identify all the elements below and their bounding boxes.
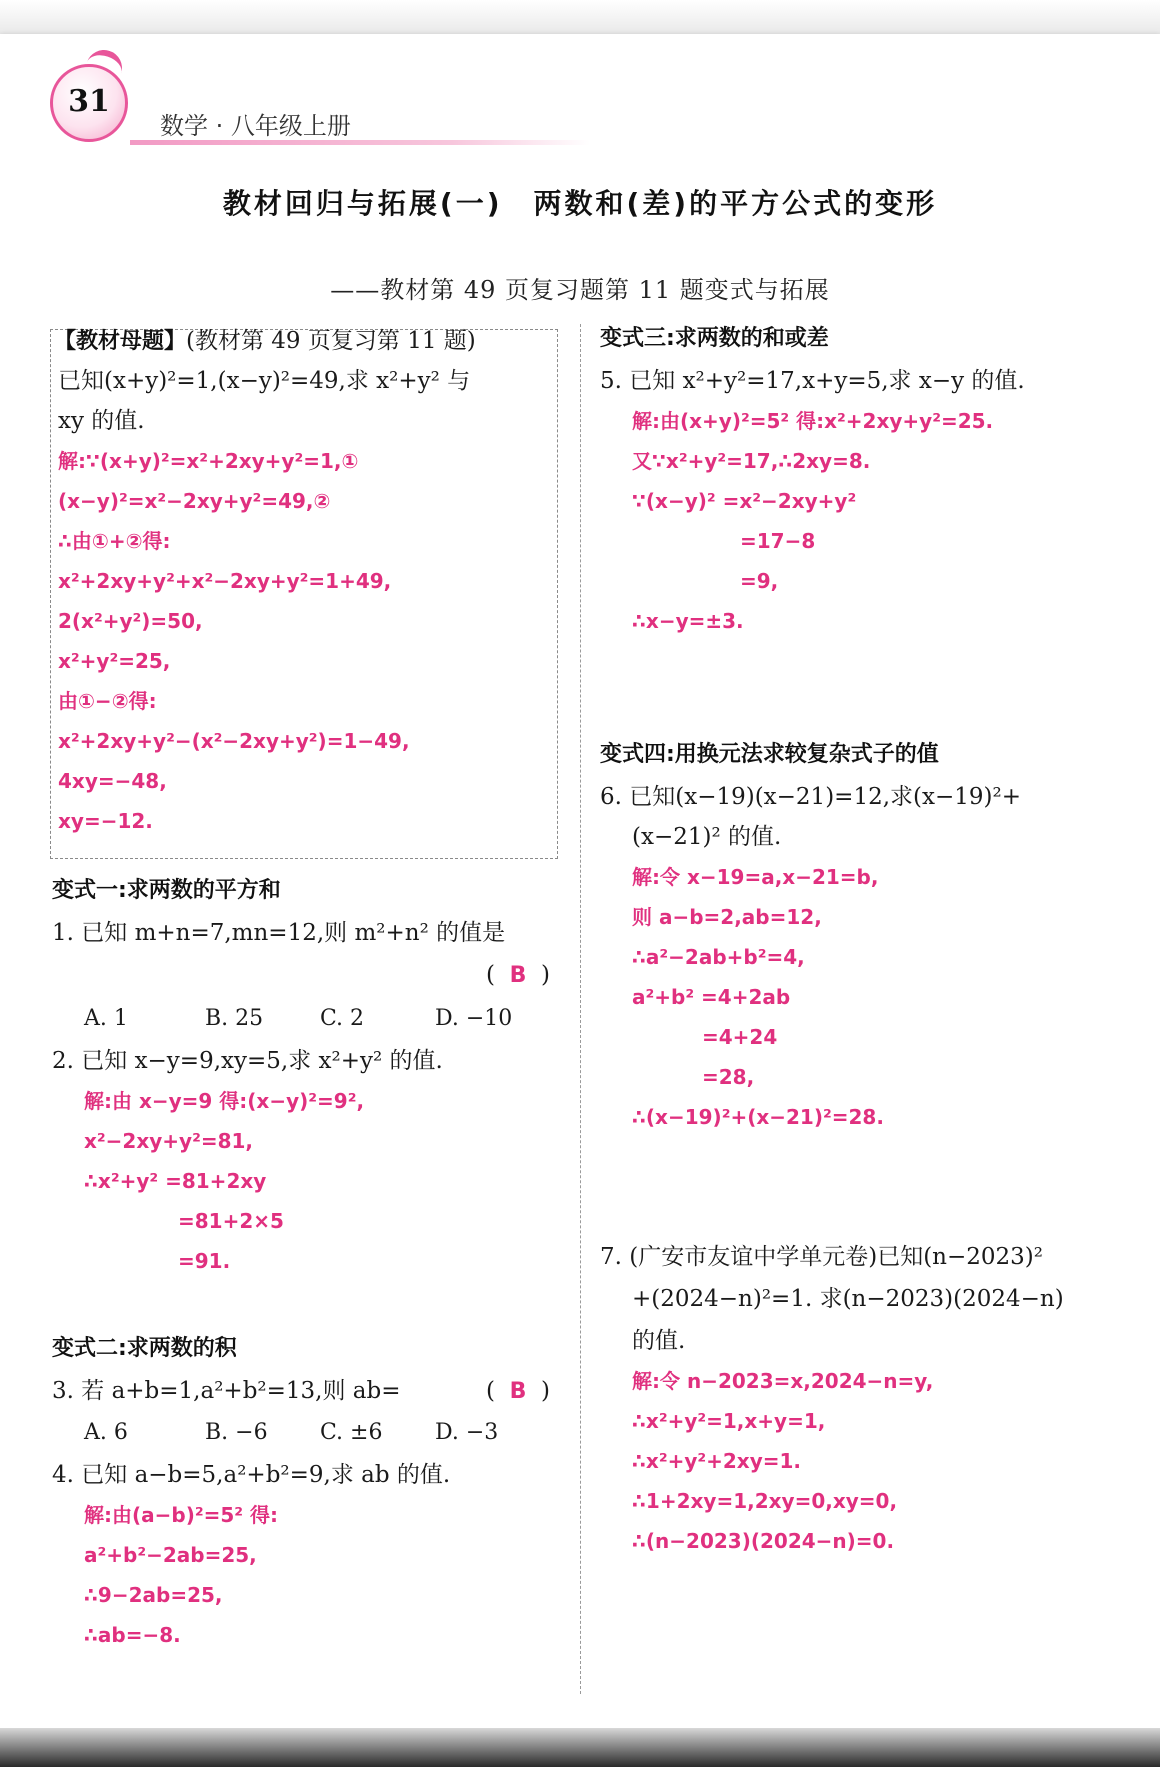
question-3-answer-bracket: ( B ) xyxy=(486,1378,550,1404)
textbook-page xyxy=(0,34,1160,1728)
question-7-solution-line: ∴x²+y²=1,x+y=1, xyxy=(632,1409,826,1433)
question-6-solution-line: ∴a²−2ab+b²=4, xyxy=(632,945,805,969)
question-7-stem-3: 的值. xyxy=(632,1328,686,1354)
mother-problem-header xyxy=(54,326,476,356)
question-6-solution-line: 则 a−b=2,ab=12, xyxy=(632,905,822,929)
question-6-solution-line: =28, xyxy=(702,1065,755,1089)
mother-solution-line: 解:∵(x+y)²=x²+2xy+y²=1,① xyxy=(58,449,359,473)
question-2-solution-line: =81+2×5 xyxy=(178,1209,284,1233)
mother-problem-statement-2: xy 的值. xyxy=(58,408,145,434)
question-1-answer: B xyxy=(509,963,527,988)
variant4-heading: 变式四:用换元法求较复杂式子的值 xyxy=(600,742,939,767)
question-2-solution-line: ∴x²+y² =81+2xy xyxy=(84,1169,267,1193)
question-7-solution-line: ∴1+2xy=1,2xy=0,xy=0, xyxy=(632,1489,898,1513)
column-divider xyxy=(580,324,581,1694)
question-7-stem-2: +(2024−n)²=1. 求(n−2023)(2024−n) xyxy=(632,1286,1064,1312)
mother-solution-line: x²+2xy+y²−(x²−2xy+y²)=1−49, xyxy=(58,729,410,753)
question-3-option-d: D. −3 xyxy=(435,1420,499,1445)
viewer-bottom-band xyxy=(0,1728,1160,1767)
question-4-solution-line: 解:由(a−b)²=5² 得: xyxy=(84,1503,279,1527)
question-1-option-d: D. −10 xyxy=(435,1006,513,1031)
mother-solution-line: xy=−12. xyxy=(58,809,153,833)
question-1-option-b: B. 25 xyxy=(205,1006,264,1031)
mother-solution-line: x²+y²=25, xyxy=(58,649,171,673)
question-6-stem-2: (x−21)² 的值. xyxy=(632,824,782,850)
mother-problem-statement-1: 已知(x+y)²=1,(x−y)²=49,求 x²+y² 与 xyxy=(58,368,471,394)
question-6-solution-line: a²+b² =4+2ab xyxy=(632,985,791,1009)
question-1-stem: 1. 已知 m+n=7,mn=12,则 m²+n² 的值是 xyxy=(52,920,506,946)
book-title: 数学 · 八年级上册 xyxy=(160,112,351,140)
question-4-solution-line: ∴ab=−8. xyxy=(84,1623,181,1647)
question-3-option-b: B. −6 xyxy=(205,1420,268,1445)
mother-solution-line: (x−y)²=x²−2xy+y²=49,② xyxy=(58,489,331,513)
question-2-stem: 2. 已知 x−y=9,xy=5,求 x²+y² 的值. xyxy=(52,1048,443,1074)
question-3-option-a: A. 6 xyxy=(84,1420,128,1445)
mother-solution-line: 2(x²+y²)=50, xyxy=(58,609,203,633)
question-3-option-c: C. ±6 xyxy=(320,1420,383,1445)
question-3-stem: 3. 若 a+b=1,a²+b²=13,则 ab= xyxy=(52,1378,401,1404)
question-7-solution-line: ∴(n−2023)(2024−n)=0. xyxy=(632,1529,895,1553)
question-2-solution-line: =91. xyxy=(178,1249,231,1273)
mother-solution-line: 4xy=−48, xyxy=(58,769,167,793)
mother-problem-heading: 【教材母题】 xyxy=(54,329,187,354)
question-1-option-a: A. 1 xyxy=(84,1006,128,1031)
question-6-solution-line: 解:令 x−19=a,x−21=b, xyxy=(632,865,879,889)
question-7-solution-line: 解:令 n−2023=x,2024−n=y, xyxy=(632,1369,934,1393)
question-4-solution-line: ∴9−2ab=25, xyxy=(84,1583,223,1607)
viewer-top-band xyxy=(0,0,1160,34)
question-4-stem: 4. 已知 a−b=5,a²+b²=9,求 ab 的值. xyxy=(52,1462,451,1488)
question-5-solution-line: ∴x−y=±3. xyxy=(632,609,744,633)
page-number: 31 xyxy=(68,84,110,119)
question-6-solution-line: ∴(x−19)²+(x−21)²=28. xyxy=(632,1105,884,1129)
question-6-stem-1: 6. 已知(x−19)(x−21)=12,求(x−19)²+ xyxy=(600,784,1021,810)
question-6-solution-line: =4+24 xyxy=(702,1025,778,1049)
question-5-solution-line: ∵(x−y)² =x²−2xy+y² xyxy=(632,489,857,513)
question-5-solution-line: 解:由(x+y)²=5² 得:x²+2xy+y²=25. xyxy=(632,409,994,433)
question-2-solution-line: 解:由 x−y=9 得:(x−y)²=9², xyxy=(84,1089,365,1113)
page-subtitle: ——教材第 49 页复习题第 11 题变式与拓展 xyxy=(330,276,830,304)
variant2-heading: 变式二:求两数的积 xyxy=(52,1336,237,1361)
mother-solution-line: ∴由①+②得: xyxy=(58,529,171,553)
question-4-solution-line: a²+b²−2ab=25, xyxy=(84,1543,257,1567)
question-7-stem-1: 7. (广安市友谊中学单元卷)已知(n−2023)² xyxy=(600,1244,1043,1270)
page-title: 教材回归与拓展(一) 两数和(差)的平方公式的变形 xyxy=(222,187,938,220)
question-1-option-c: C. 2 xyxy=(320,1006,365,1031)
variant3-heading: 变式三:求两数的和或差 xyxy=(600,326,829,351)
question-1-answer-bracket: ( B ) xyxy=(486,962,550,988)
question-5-stem: 5. 已知 x²+y²=17,x+y=5,求 x−y 的值. xyxy=(600,368,1025,394)
mother-problem-source: (教材第 49 页复习第 11 题) xyxy=(186,328,476,354)
mother-solution-line: x²+2xy+y²+x²−2xy+y²=1+49, xyxy=(58,569,392,593)
question-5-solution-line: 又∵x²+y²=17,∴2xy=8. xyxy=(632,449,871,473)
header-divider xyxy=(130,140,590,145)
question-7-solution-line: ∴x²+y²+2xy=1. xyxy=(632,1449,802,1473)
question-5-solution-line: =17−8 xyxy=(740,529,816,553)
variant1-heading: 变式一:求两数的平方和 xyxy=(52,878,281,903)
question-2-solution-line: x²−2xy+y²=81, xyxy=(84,1129,254,1153)
mother-solution-line: 由①−②得: xyxy=(58,689,157,713)
question-5-solution-line: =9, xyxy=(740,569,779,593)
question-3-answer: B xyxy=(509,1379,527,1404)
